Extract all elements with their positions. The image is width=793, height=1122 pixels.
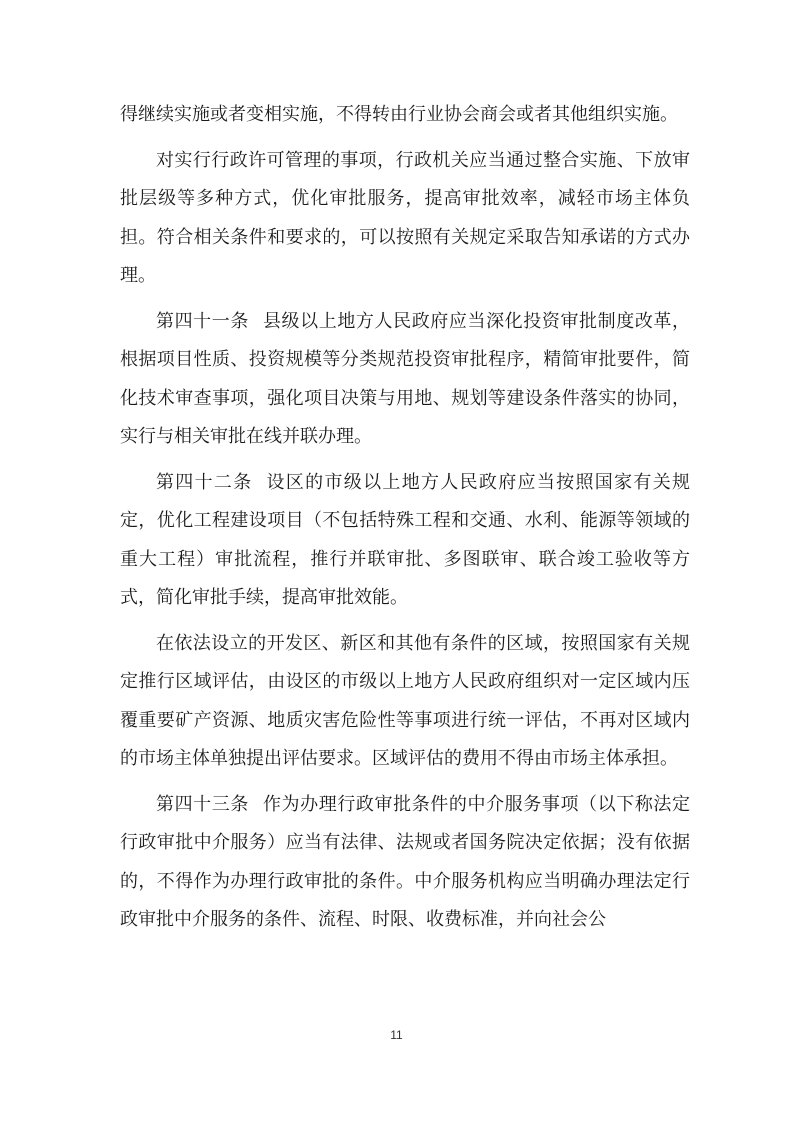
paragraph-2 (120, 142, 690, 296)
paragraph-5-text: 在依法设立的开发区、新区和其他有条件的区域，按照国家有关规定推行区域评估，由设区的市级以上地方人民政府组织对一定区域内压覆重要矿产资源、地质灾害危险性等事项进行统一评估，不再对区域内的市场主体单独提出评估要求。区域评估的费用不得由市场主体承担。 (120, 632, 690, 769)
article-41-number: 第四十一条 (156, 310, 249, 332)
article-41 (120, 303, 690, 457)
article-42 (120, 464, 690, 618)
article-42-text: 设区的市级以上地方人民政府应当按照国家有关规定，优化工程建设项目（不包括特殊工程和交通、水利、能源等领域的重大工程）审批流程，推行并联审批、多图联审、联合竣工验收等方式，简化审批手续，提高审批效能。 (120, 471, 691, 608)
paragraph-1 (120, 96, 690, 135)
paragraph-5 (120, 625, 690, 779)
document-body (120, 96, 690, 947)
article-41-text: 县级以上地方人民政府应当深化投资审批制度改革，根据项目性质、投资规模等分类规范投资审批程序，精简审批要件，简化技术审查事项，强化项目决策与用地、规划等建设条件落实的协同，实行与相关审批在线并联办理。 (120, 310, 691, 447)
article-42-number: 第四十二条 (156, 471, 253, 493)
paragraph-1-text: 得继续实施或者变相实施，不得转由行业协会商会或者其他组织实施。 (120, 104, 678, 125)
paragraph-2-text: 对实行行政许可管理的事项，行政机关应当通过整合实施、下放审批层级等多种方式，优化审批服务，提高审批效率，减轻市场主体负担。符合相关条件和要求的，可以按照有关规定采取告知承诺的方式办理。 (120, 149, 690, 286)
page-number: 11 (390, 1028, 403, 1042)
article-43-number: 第四十三条 (156, 793, 249, 815)
article-43 (120, 786, 690, 940)
article-43-text: 作为办理行政审批条件的中介服务事项（以下称法定行政审批中介服务）应当有法律、法规或者国务院决定依据；没有依据的，不得作为办理行政审批的条件。中介服务机构应当明确办理法定行政审批中介服务的条件、流程、时限、收费标准，并向社会公 (120, 793, 691, 930)
